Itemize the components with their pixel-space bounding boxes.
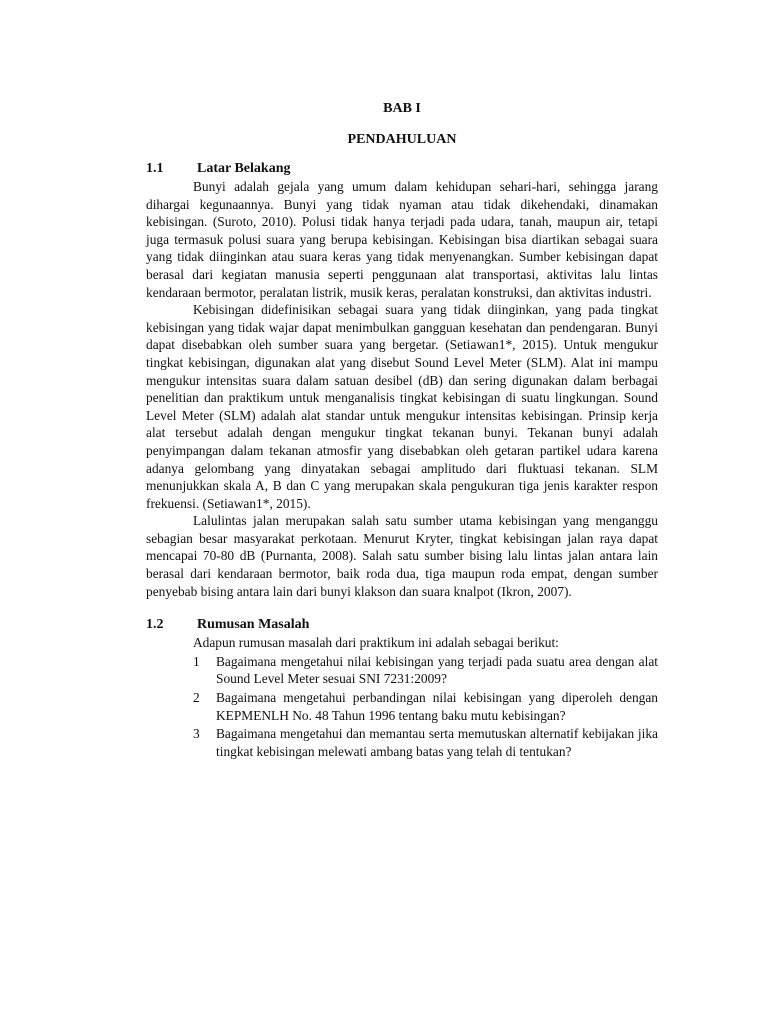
- section-title: Rumusan Masalah: [197, 617, 310, 633]
- list-item-text: Bagaimana mengetahui perbandingan nilai kebisingan yang diperoleh dengan KEPMENLH No. 48 Tahun 1996 tentang baku mutu kebisingan?: [216, 690, 658, 723]
- list-item: [146, 653, 658, 688]
- list-item-number: 1: [193, 653, 200, 669]
- paragraph-2: Kebisingan didefinisikan sebagai suara yang tidak diinginkan, yang pada tingkat kebisingan yang tidak wajar dapat menimbulkan gangguan kesehatan dan pendengaran. Bunyi dapat disebabkan oleh sumber suara yang bergetar. (Setiawan1*, 2015). Untuk mengukur tingkat kebisingan, digunakan alat yang disebut Sound Level Meter (SLM). Alat ini mampu mengukur intensitas suara dalam satuan desibel (dB) dan sering digunakan dalam berbagai penelitian dan praktikum untuk menganalisis tingkat kebisingan di suatu lingkungan. Sound Level Meter (SLM) adalah alat standar untuk mengukur intensitas kebisingan. Prinsip kerja alat tersebut adalah dengan mengukur tingkat tekanan bunyi. Tekanan bunyi adalah penyimpangan dalam tekanan atmosfir yang disebabkan oleh getaran partikel udara karena adanya gelombang yang dinyatakan sebagai amplitudo dari fluktuasi tekanan. SLM menunjukkan skala A, B dan C yang merupakan skala pengukuran tiga jenis karakter respon frekuensi. (Setiawan1*, 2015).: [146, 302, 658, 511]
- document-page: [146, 100, 658, 761]
- list-item: [146, 725, 658, 760]
- list-item-text: Bagaimana mengetahui dan memantau serta memutuskan alternatif kebijakan jika tingkat kebisingan melewati ambang batas yang telah di tentukan?: [216, 726, 658, 759]
- section-title: Latar Belakang: [197, 161, 291, 176]
- list-item: [146, 689, 658, 724]
- chapter-label: BAB I: [383, 101, 421, 116]
- list-item-number: 2: [193, 690, 200, 706]
- section-number: 1.1: [146, 161, 164, 176]
- paragraph-1: Bunyi adalah gejala yang umum dalam kehidupan sehari-hari, sehingga jarang dihargai kegunaannya. Bunyi yang tidak nyaman atau tidak dikehendaki, dinamakan kebisingan. (Suroto, 2010). Polusi tidak hanya terjadi pada udara, tanah, maupun air, tetapi juga termasuk polusi suara yang berupa kebisingan. Kebisingan bisa diartikan sebagai suara yang tidak diinginkan atau suara keras yang tidak menyenangkan. Sumber kebisingan dapat berasal dari kegiatan manusia seperti penggunaan alat transportasi, aktivitas lalu lintas kendaraan bermotor, peralatan listrik, musik keras, peralatan konstruksi, dan aktivitas industri.: [146, 179, 658, 300]
- question-list: [146, 653, 658, 761]
- section-heading-rumusan-masalah: [146, 616, 658, 634]
- list-item-text: Bagaimana mengetahui nilai kebisingan yang terjadi pada suatu area dengan alat Sound Level Meter sesuai SNI 7231:2009?: [216, 653, 658, 687]
- section-intro: Adapun rumusan masalah dari praktikum ini adalah sebagai berikut:: [193, 635, 559, 651]
- section-heading-latar-belakang: [146, 160, 658, 178]
- chapter-title: PENDAHULUAN: [347, 132, 457, 147]
- list-item-number: 3: [193, 726, 200, 742]
- paragraph-3: Lalulintas jalan merupakan salah satu sumber utama kebisingan yang menganggu sebagian besar masyarakat perkotaan. Menurut Kryter, tingkat kebisingan jalan raya dapat mencapai 70-80 dB (Purnanta, 2008). Salah satu sumber bising lalu lintas jalan antara lain berasal dari kendaraan bermotor, baik roda dua, tiga maupun roda empat, dengan sumber penyebab bising antara lain dari bunyi klakson dan suara knalpot (Ikron, 2007).: [146, 513, 658, 599]
- section-number: 1.2: [146, 617, 164, 633]
